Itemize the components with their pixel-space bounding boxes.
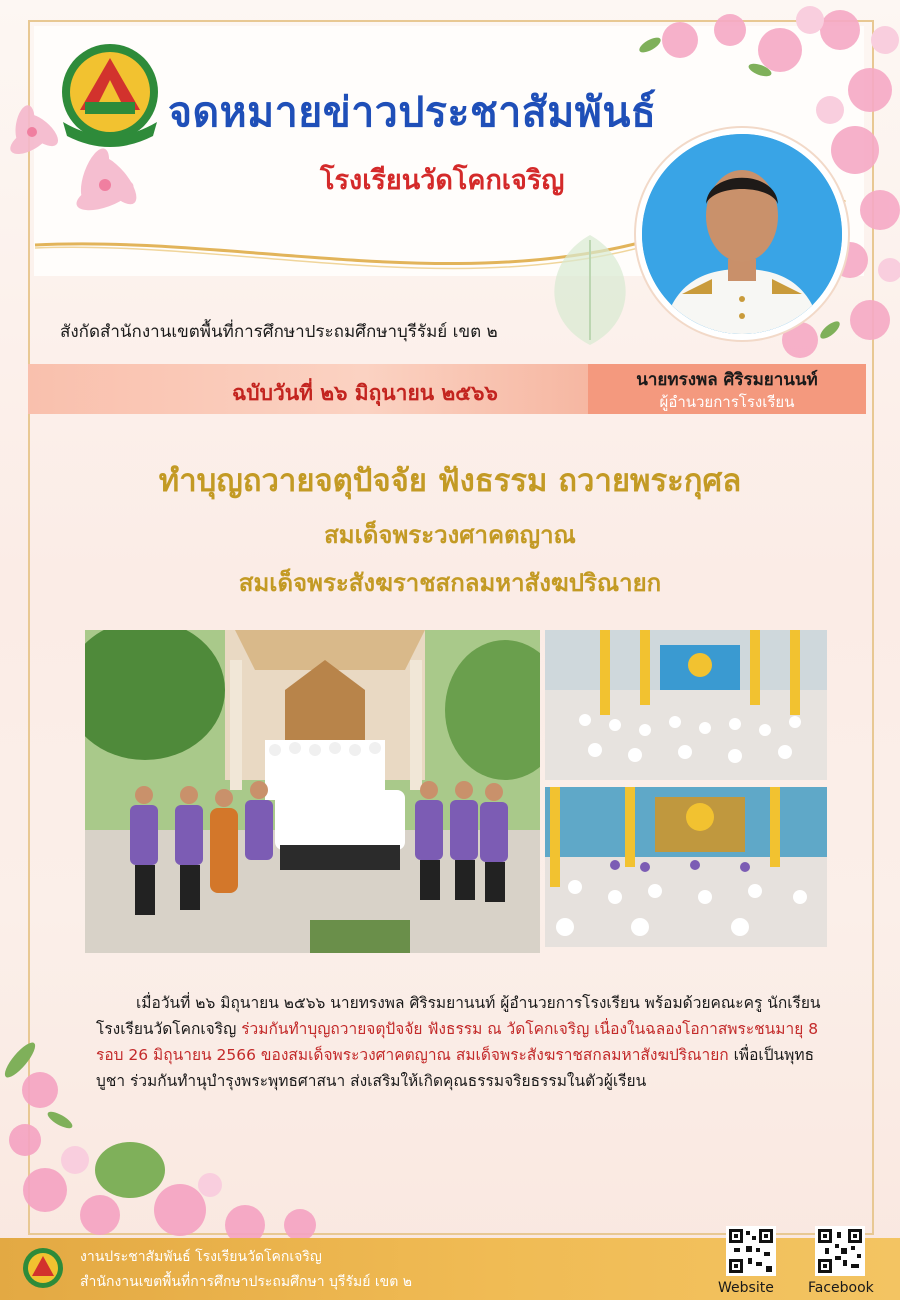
facebook-qr-code[interactable] xyxy=(815,1226,865,1276)
footer-school-logo xyxy=(20,1244,66,1294)
hall-photo-1 xyxy=(545,630,827,780)
leaf-decoration xyxy=(535,230,645,350)
article-body xyxy=(96,990,826,1094)
footer-office: สำนักงานเขตพื้นที่การศึกษาประถมศึกษา บุรีรัมย์ เขต ๒ xyxy=(80,1274,412,1290)
article-body-part-3: เพื่อเป็นพุทธบูชา ร่วมกันทำนุบำรุงพระพุทธศาสนา ส่งเสริมให้เกิดคุณธรรมจริยธรรมในตัวผู้เรียน xyxy=(96,1046,815,1090)
headline-line-3: สมเด็จพระสังฆราชสกลมหาสังฆปริณายก xyxy=(238,569,662,597)
footer-pr-unit: งานประชาสัมพันธ์ โรงเรียนวัดโคกเจริญ xyxy=(80,1249,322,1265)
affiliation-text: สังกัดสำนักงานเขตพื้นที่การศึกษาประถมศึกษาบุรีรัมย์ เขต ๒ xyxy=(60,322,498,342)
headline-line-1: ทำบุญถวายจตุปัจจัย ฟังธรรม ถวายพระกุศล xyxy=(158,463,742,499)
school-name: โรงเรียนวัดโคกเจริญ xyxy=(320,165,565,196)
website-qr-code[interactable] xyxy=(726,1226,776,1276)
headline-line-2: สมเด็จพระวงศาคตญาณ xyxy=(324,521,576,549)
director-name: นายทรงพล ศิริรมยานนท์ xyxy=(636,370,818,390)
group-photo xyxy=(85,630,540,953)
website-qr-label: Website xyxy=(718,1280,774,1296)
article-body-part-1: เมื่อวันที่ ๒๖ มิถุนายน ๒๕๖๖ นายทรงพล ศิริรมยานนท์ ผู้อำนวยการโรงเรียน พร้อมด้วยคณะครู นักเรียนโรงเรียนวัดโคกเจริญ xyxy=(96,994,821,1038)
newsletter-title: จดหมายข่าวประชาสัมพันธ์ xyxy=(168,88,657,136)
hall-photo-2 xyxy=(545,787,827,947)
facebook-qr-label: Facebook xyxy=(808,1280,874,1296)
director-role: ผู้อำนวยการโรงเรียน xyxy=(659,393,795,411)
issue-date: ฉบับวันที่ ๒๖ มิถุนายน ๒๕๖๖ xyxy=(232,381,498,405)
school-logo xyxy=(55,40,165,150)
article-body-highlight: ร่วมกันทำบุญถวายจตุปัจจัย ฟังธรรม ณ วัดโคกเจริญ เนื่องในฉลองโอกาสพระชนมายุ 8 รอบ 26 มิถุนายน 2566 ของสมเด็จพระวงศาคตญาณ สมเด็จพระสังฆราชสกลมหาสังฆปริณายก xyxy=(96,1020,819,1064)
director-portrait xyxy=(636,128,848,340)
